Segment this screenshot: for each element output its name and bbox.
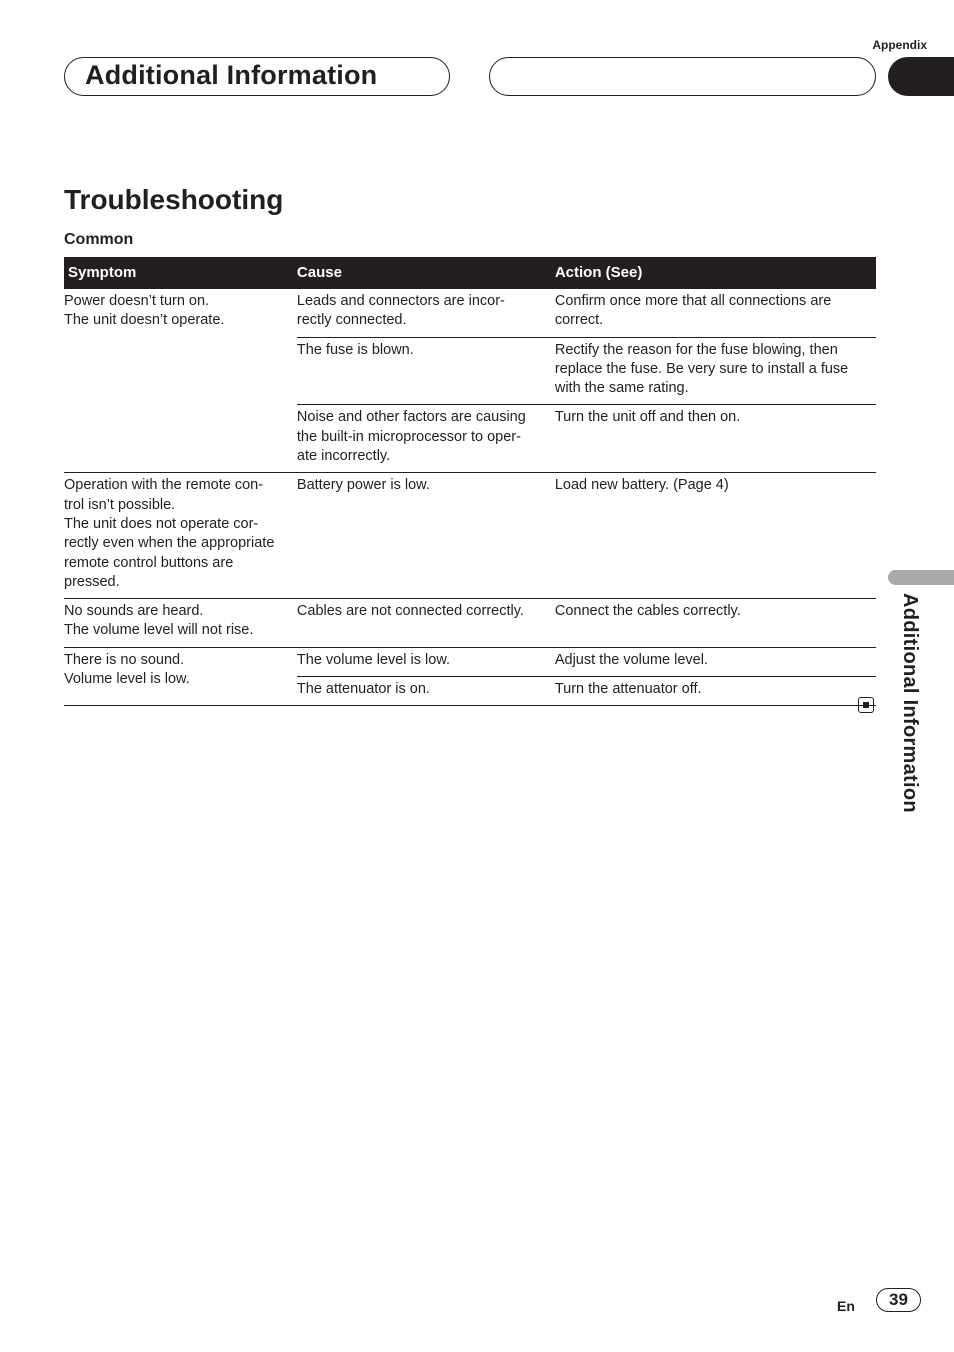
- action-cell: [555, 677, 876, 706]
- header-black-tab: [888, 57, 954, 96]
- symptom-text: The volume level will not rise.: [64, 622, 254, 639]
- chapter-title-pill: [64, 57, 450, 96]
- symptom-text: trol isn’t possible.: [64, 496, 176, 513]
- action-cell: [555, 599, 876, 648]
- page-number: 39: [876, 1288, 921, 1312]
- cause-text: The fuse is blown.: [296, 341, 414, 358]
- cause-cell: [297, 599, 555, 648]
- cause-text: The volume level is low.: [296, 651, 451, 668]
- table-row: [64, 599, 876, 648]
- section-gray-tab: [888, 570, 954, 585]
- symptom-cell: [64, 599, 297, 648]
- cause-text: Cables are not connected correctly.: [296, 603, 524, 620]
- symptom-text: Operation with the remote con-: [64, 477, 264, 494]
- action-text: Load new battery. (Page 4): [554, 477, 729, 494]
- troubleshooting-table: [64, 257, 876, 706]
- header-action: Action (See): [555, 257, 876, 289]
- symptom-text: The unit does not operate cor-: [64, 515, 259, 532]
- symptom-cell: [64, 289, 297, 473]
- symptom-text: There is no sound.: [64, 651, 185, 668]
- end-of-section-icon: [858, 697, 874, 713]
- cause-cell: [297, 337, 555, 405]
- symptom-text: rectly even when the appropriate: [64, 535, 275, 552]
- symptom-text: remote control buttons are: [64, 554, 234, 571]
- action-text: correct.: [554, 312, 604, 329]
- action-text: replace the fuse. Be very sure to install a fuse: [554, 360, 849, 377]
- symptom-text: Power doesn’t turn on.: [64, 293, 210, 309]
- action-text: Turn the unit off and then on.: [554, 409, 741, 426]
- cause-cell: [297, 289, 555, 337]
- header-symptom: Symptom: [64, 257, 297, 289]
- symptom-text: Volume level is low.: [64, 671, 190, 688]
- chapter-title: Additional Information: [85, 60, 378, 90]
- cause-cell: [297, 405, 555, 473]
- cause-text: Battery power is low.: [296, 477, 430, 494]
- cause-cell: [297, 473, 555, 599]
- action-cell: [555, 337, 876, 405]
- table-body: [64, 289, 876, 706]
- cause-text: The attenuator is on.: [296, 681, 430, 698]
- table-header-row: [64, 257, 876, 289]
- cause-text: the built-in microprocessor to oper-: [296, 428, 521, 445]
- table-row: [64, 289, 876, 337]
- cause-text: rectly connected.: [296, 312, 407, 329]
- symptom-text: No sounds are heard.: [64, 603, 204, 620]
- action-text: Turn the attenuator off.: [554, 681, 702, 698]
- cause-text: Noise and other factors are causing: [296, 409, 526, 426]
- side-chapter-label: Additional Information: [899, 593, 921, 813]
- header-empty-pill: [489, 57, 876, 96]
- action-text: with the same rating.: [554, 380, 689, 397]
- action-cell: [555, 647, 876, 676]
- cause-text: ate incorrectly.: [296, 448, 391, 465]
- table-row: [64, 647, 876, 676]
- cause-cell: [297, 647, 555, 676]
- appendix-label: Appendix: [872, 38, 927, 52]
- action-cell: [555, 289, 876, 337]
- table-row: [64, 473, 876, 599]
- symptom-text: pressed.: [64, 573, 120, 590]
- action-text: Adjust the volume level.: [554, 651, 708, 668]
- action-text: Confirm once more that all connections are: [554, 293, 832, 309]
- cause-cell: [297, 677, 555, 706]
- section-title: Common: [64, 231, 134, 248]
- cause-text: Leads and connectors are incor-: [296, 293, 505, 309]
- action-cell: [555, 473, 876, 599]
- action-text: Connect the cables correctly.: [554, 603, 741, 620]
- page-title: Troubleshooting: [64, 184, 284, 215]
- symptom-text: The unit doesn’t operate.: [64, 312, 225, 329]
- symptom-cell: [64, 473, 297, 599]
- action-text: Rectify the reason for the fuse blowing, then: [554, 341, 838, 358]
- action-cell: [555, 405, 876, 473]
- language-label: En: [837, 1298, 855, 1314]
- header-cause: Cause: [297, 257, 555, 289]
- symptom-cell: [64, 647, 297, 706]
